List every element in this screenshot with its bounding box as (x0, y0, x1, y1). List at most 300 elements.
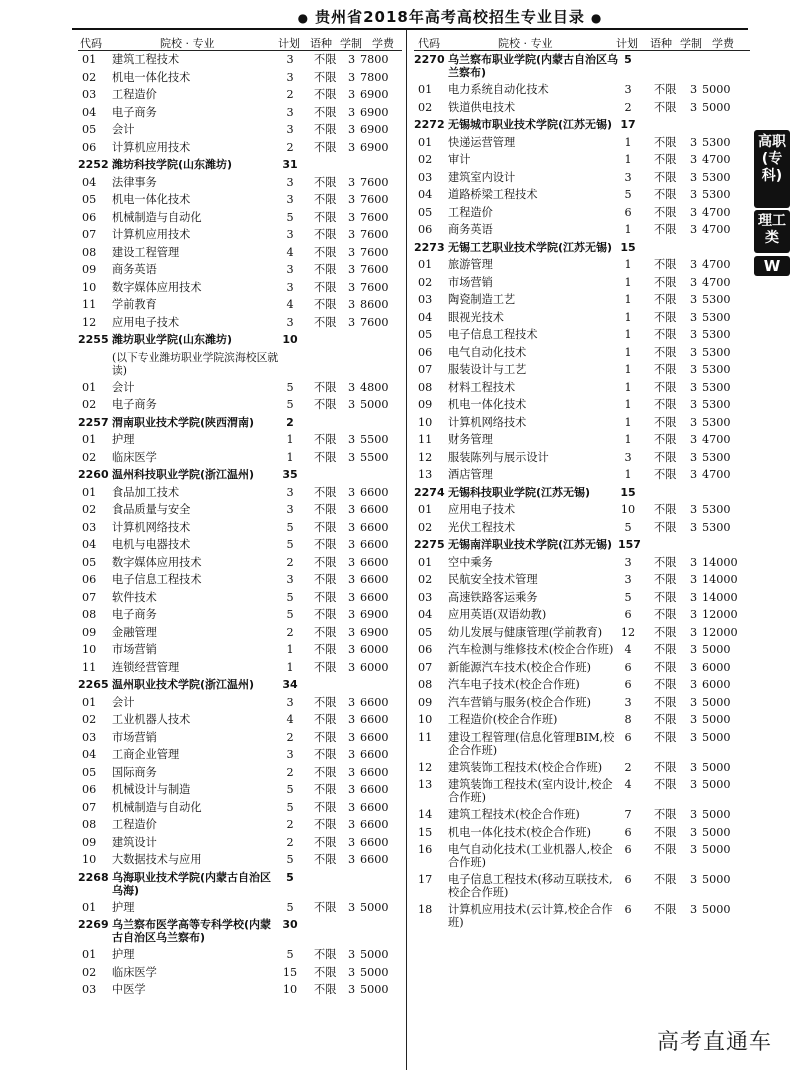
cell-plan: 3 (286, 228, 294, 241)
cell-plan: 3 (286, 485, 294, 499)
cell-code: 05 (418, 328, 433, 341)
cell-lang: 不限 (314, 765, 337, 779)
cell-name: 会计 (112, 123, 135, 136)
column-header (78, 34, 402, 51)
cell-years: 3 (348, 783, 356, 796)
cell-years: 3 (690, 100, 698, 114)
cell-plan: 2 (286, 835, 294, 849)
cell-plan: 3 (624, 555, 632, 569)
major-row (78, 379, 402, 397)
cell-plan: 5 (286, 210, 294, 224)
cell-lang: 不限 (314, 695, 337, 709)
cell-plan: 3 (286, 70, 294, 84)
cell-fee: 7600 (360, 210, 389, 224)
cell-years: 3 (348, 298, 356, 311)
right-table-body (414, 51, 750, 931)
cell-lang: 不限 (654, 328, 677, 341)
cell-plan: 1 (624, 310, 632, 324)
cell-years: 3 (690, 363, 698, 376)
cell-years: 3 (690, 625, 698, 639)
cell-fee: 6000 (360, 643, 389, 656)
cell-lang: 不限 (314, 538, 337, 551)
cell-plan: 30 (282, 918, 298, 931)
cell-code: 2273 (414, 240, 445, 254)
cell-name: 汽车检测与维修技术(校企合作班) (448, 643, 614, 656)
cell-lang: 不限 (654, 153, 677, 166)
cell-plan: 2 (286, 415, 294, 429)
cell-code: 08 (418, 678, 433, 691)
cell-plan: 2 (286, 625, 294, 639)
cell-code: 03 (82, 520, 97, 534)
page-title-text: 贵州省2018年高考高校招生专业目录 (315, 8, 585, 26)
cell-lang: 不限 (654, 843, 677, 856)
major-row (78, 729, 402, 747)
cell-code: 07 (418, 660, 433, 674)
cell-years: 3 (348, 193, 356, 206)
major-row (414, 466, 750, 484)
cell-code: 08 (82, 245, 97, 259)
cell-fee: 5000 (702, 778, 731, 791)
cell-years: 3 (690, 433, 698, 446)
cell-plan: 15 (282, 965, 298, 979)
cell-fee: 6600 (360, 765, 389, 779)
cell-plan: 5 (286, 538, 294, 551)
cell-plan: 157 (618, 538, 641, 551)
cell-name: 机电一体化技术 (112, 193, 191, 206)
major-row (78, 501, 402, 519)
cell-plan: 12 (620, 625, 636, 639)
cell-fee: 5000 (360, 965, 389, 979)
cell-years: 3 (348, 105, 356, 119)
cell-code: 02 (418, 100, 433, 114)
cell-years: 3 (348, 88, 356, 101)
header-years: 学制 (680, 37, 702, 50)
cell-years: 3 (690, 590, 698, 604)
major-row (414, 624, 750, 642)
major-row (414, 519, 750, 537)
side-tab-vocational: 高职(专科) (754, 130, 790, 208)
cell-fee: 6600 (360, 730, 389, 744)
cell-years: 3 (348, 538, 356, 551)
cell-fee: 5000 (360, 398, 389, 411)
cell-name: 连锁经营管理 (112, 660, 180, 674)
major-row (414, 571, 750, 589)
cell-plan: 6 (624, 608, 632, 621)
cell-fee: 5000 (702, 873, 731, 886)
cell-years: 3 (348, 730, 356, 744)
cell-plan: 15 (620, 240, 636, 254)
cell-plan: 1 (624, 398, 632, 411)
cell-name: 金融管理 (112, 625, 157, 639)
cell-plan: 2 (624, 760, 632, 774)
cell-plan: 5 (286, 870, 294, 884)
cell-name: 商务英语 (112, 263, 157, 276)
cell-fee: 14000 (702, 555, 738, 569)
cell-code: 01 (418, 503, 433, 516)
cell-name: 建设工程管理 (112, 245, 180, 259)
cell-name: 电子信息工程技术 (448, 328, 538, 341)
cell-code: 01 (82, 695, 97, 709)
cell-plan: 5 (624, 520, 632, 534)
cell-code: 09 (82, 835, 97, 849)
cell-name: 汽车电子技术(校企合作班) (448, 678, 580, 691)
cell-code: 05 (418, 625, 433, 639)
cell-years: 3 (690, 873, 698, 886)
cell-name: 渭南职业技术学院(陕西渭南) (112, 415, 255, 429)
cell-name: 无锡工艺职业技术学院(江苏无锡) (448, 240, 613, 254)
cell-plan: 2 (286, 765, 294, 779)
cell-code: 2260 (78, 468, 109, 481)
bullet-icon: ● (297, 11, 310, 25)
cell-plan: 6 (624, 843, 632, 856)
cell-years: 3 (690, 503, 698, 516)
cell-code: 08 (82, 608, 97, 621)
cell-lang: 不限 (314, 398, 337, 411)
cell-name: 中医学 (112, 983, 146, 996)
major-row (78, 261, 402, 279)
cell-plan: 2 (286, 88, 294, 101)
major-row (414, 676, 750, 694)
cell-code: 11 (418, 433, 433, 446)
cell-years: 3 (690, 695, 698, 709)
cell-years: 3 (348, 695, 356, 709)
cell-code: 04 (82, 175, 97, 189)
cell-plan: 1 (624, 363, 632, 376)
cell-name: 服装陈列与展示设计 (448, 450, 549, 464)
cell-name: 机械制造与自动化 (112, 800, 202, 814)
cell-plan: 4 (286, 298, 294, 311)
cell-fee: 14000 (702, 573, 738, 586)
cell-fee: 6000 (702, 678, 731, 691)
cell-lang: 不限 (654, 398, 677, 411)
cell-code: 10 (82, 643, 97, 656)
cell-years: 3 (690, 275, 698, 289)
cell-years: 3 (348, 263, 356, 276)
major-row (414, 309, 750, 327)
cell-plan: 5 (286, 900, 294, 914)
major-row (414, 641, 750, 659)
cell-plan: 3 (286, 315, 294, 329)
major-row (78, 69, 402, 87)
major-row (414, 711, 750, 729)
cell-code: 02 (418, 573, 433, 586)
cell-years: 3 (348, 608, 356, 621)
cell-plan: 1 (624, 258, 632, 271)
cell-lang: 不限 (654, 660, 677, 674)
cell-lang: 不限 (314, 818, 337, 831)
cell-code: 04 (82, 105, 97, 119)
major-row (78, 449, 402, 467)
cell-fee: 5300 (702, 363, 731, 376)
cell-code: 07 (418, 363, 433, 376)
left-column (78, 34, 402, 999)
cell-code: 03 (82, 983, 97, 996)
major-row (414, 379, 750, 397)
major-row (414, 806, 750, 824)
cell-fee: 6600 (360, 818, 389, 831)
cell-lang: 不限 (314, 123, 337, 136)
cell-years: 3 (690, 380, 698, 394)
cell-plan: 1 (624, 135, 632, 149)
cell-code: 04 (418, 188, 433, 201)
cell-fee: 6600 (360, 573, 389, 586)
header-code: 代码 (418, 37, 440, 50)
cell-code: 05 (82, 765, 97, 779)
cell-name: 机械设计与制造 (112, 783, 191, 796)
cell-fee: 5000 (702, 760, 731, 774)
cell-name: 计算机网络技术 (448, 415, 527, 429)
major-row (78, 964, 402, 982)
cell-name: 数字媒体应用技术 (112, 555, 202, 569)
major-row (414, 169, 750, 187)
cell-fee: 6600 (360, 485, 389, 499)
cell-plan: 2 (286, 140, 294, 154)
cell-years: 3 (690, 608, 698, 621)
cell-code: 02 (82, 450, 97, 464)
cell-lang: 不限 (654, 380, 677, 394)
cell-years: 3 (348, 765, 356, 779)
cell-name: 陶瓷制造工艺 (448, 293, 516, 306)
major-row (414, 729, 750, 759)
cell-code: 12 (418, 450, 433, 464)
cell-plan: 5 (286, 800, 294, 814)
major-row (78, 121, 402, 139)
cell-code: 07 (82, 228, 97, 241)
major-row (78, 641, 402, 659)
cell-years: 3 (348, 503, 356, 516)
major-row (78, 244, 402, 262)
cell-years: 3 (348, 70, 356, 84)
cell-plan: 4 (286, 713, 294, 726)
major-row (414, 606, 750, 624)
header-name: 院校 · 专业 (160, 37, 215, 50)
cell-lang: 不限 (654, 450, 677, 464)
major-row (78, 746, 402, 764)
cell-name: 铁道供电技术 (448, 100, 516, 114)
cell-code: 01 (82, 433, 97, 446)
page-title (180, 6, 720, 27)
cell-years: 3 (690, 520, 698, 534)
cell-fee: 6000 (360, 660, 389, 674)
cell-fee: 5000 (702, 808, 731, 821)
cell-years: 3 (690, 188, 698, 201)
cell-plan: 6 (624, 825, 632, 839)
cell-years: 3 (690, 730, 698, 744)
cell-code: 02 (82, 398, 97, 411)
cell-name: 光伏工程技术 (448, 520, 516, 534)
cell-fee: 6600 (360, 835, 389, 849)
cell-name: 无锡科技职业学院(江苏无锡) (448, 485, 591, 499)
cell-name: 建筑工程技术(校企合作班) (448, 808, 580, 821)
cell-code: 11 (82, 298, 97, 311)
cell-plan: 3 (286, 503, 294, 516)
cell-years: 3 (690, 83, 698, 96)
cell-code: 08 (82, 818, 97, 831)
cell-lang: 不限 (654, 678, 677, 691)
major-row (78, 209, 402, 227)
cell-plan: 1 (286, 660, 294, 674)
cell-plan: 5 (624, 188, 632, 201)
cell-code: 14 (418, 808, 433, 821)
cell-years: 3 (690, 258, 698, 271)
cell-name: 工程造价 (112, 818, 157, 831)
cell-name: 护理 (112, 948, 135, 961)
cell-code: 06 (82, 783, 97, 796)
major-row (78, 279, 402, 297)
cell-lang: 不限 (654, 170, 677, 184)
institution-row (414, 484, 750, 502)
major-row (78, 851, 402, 869)
cell-code: 03 (418, 170, 433, 184)
cell-fee: 7600 (360, 228, 389, 241)
cell-fee: 5300 (702, 135, 731, 149)
cell-name: 乌兰察布职业学院(内蒙古自治区乌兰察布) (448, 53, 619, 79)
cell-years: 3 (348, 983, 356, 996)
major-row (414, 274, 750, 292)
cell-name: 市场营销 (112, 730, 157, 744)
column-divider (406, 30, 407, 1070)
institution-row (414, 51, 750, 81)
cell-plan: 6 (624, 660, 632, 674)
cell-name: 无锡城市职业技术学院(江苏无锡) (448, 118, 613, 131)
institution-row (78, 676, 402, 694)
cell-plan: 5 (286, 783, 294, 796)
cell-name: 护理 (112, 900, 135, 914)
cell-plan: 1 (624, 380, 632, 394)
cell-name: 电子商务 (112, 608, 157, 621)
cell-name: 机电一体化技术 (448, 398, 527, 411)
cell-years: 3 (690, 223, 698, 236)
major-row (78, 174, 402, 192)
major-row (414, 256, 750, 274)
cell-lang: 不限 (654, 100, 677, 114)
cell-lang: 不限 (654, 275, 677, 289)
cell-fee: 5300 (702, 345, 731, 359)
cell-years: 3 (348, 900, 356, 914)
cell-years: 3 (690, 903, 698, 916)
cell-lang: 不限 (654, 433, 677, 446)
major-row (78, 139, 402, 157)
header-plan: 计划 (616, 37, 638, 50)
major-row (414, 326, 750, 344)
cell-years: 3 (690, 450, 698, 464)
cell-fee: 6600 (360, 538, 389, 551)
cell-years: 3 (690, 170, 698, 184)
major-row (78, 519, 402, 537)
major-row (78, 981, 402, 999)
cell-code: 02 (82, 713, 97, 726)
cell-plan: 1 (624, 223, 632, 236)
major-row (414, 589, 750, 607)
cell-years: 3 (690, 825, 698, 839)
cell-fee: 5300 (702, 520, 731, 534)
cell-lang: 不限 (314, 315, 337, 329)
cell-plan: 5 (286, 520, 294, 534)
cell-name: 应用英语(双语幼教) (448, 608, 547, 621)
header-fee: 学费 (712, 37, 734, 50)
cell-name: 临床医学 (112, 450, 157, 464)
cell-years: 3 (690, 135, 698, 149)
cell-plan: 5 (286, 398, 294, 411)
cell-lang: 不限 (314, 713, 337, 726)
cell-lang: 不限 (314, 380, 337, 394)
cell-name: 潍坊科技学院(山东潍坊) (112, 158, 233, 171)
cell-name: 计算机应用技术 (112, 228, 191, 241)
major-row (414, 694, 750, 712)
institution-row (78, 331, 402, 349)
major-row (414, 291, 750, 309)
cell-code: 09 (82, 263, 97, 276)
cell-plan: 1 (624, 345, 632, 359)
cell-plan: 34 (282, 678, 298, 691)
cell-name: 新能源汽车技术(校企合作班) (448, 660, 591, 674)
cell-fee: 6900 (360, 625, 389, 639)
title-rule (72, 28, 748, 30)
cell-plan: 6 (624, 873, 632, 886)
cell-lang: 不限 (314, 660, 337, 674)
cell-years: 3 (348, 123, 356, 136)
cell-plan: 7 (624, 808, 632, 821)
cell-name: 建筑装饰工程技术(校企合作班) (448, 760, 603, 774)
cell-lang: 不限 (314, 555, 337, 569)
cell-name: 电机与电器技术 (112, 538, 191, 551)
cell-fee: 7600 (360, 193, 389, 206)
cell-code: 2265 (78, 678, 109, 691)
cell-plan: 3 (286, 175, 294, 189)
cell-fee: 5000 (702, 843, 731, 856)
cell-plan: 1 (286, 450, 294, 464)
cell-plan: 1 (624, 153, 632, 166)
major-row (78, 764, 402, 782)
cell-name: 汽车营销与服务(校企合作班) (448, 695, 591, 709)
cell-plan: 1 (624, 433, 632, 446)
cell-plan: 6 (624, 903, 632, 916)
cell-years: 3 (348, 398, 356, 411)
cell-fee: 6600 (360, 520, 389, 534)
cell-name: 数字媒体应用技术 (112, 280, 202, 294)
cell-code: 17 (418, 873, 433, 886)
cell-fee: 6000 (702, 660, 731, 674)
cell-fee: 6600 (360, 503, 389, 516)
cell-fee: 5300 (702, 380, 731, 394)
cell-lang: 不限 (314, 983, 337, 996)
cell-name: 工商企业管理 (112, 748, 180, 761)
cell-code: 11 (82, 660, 97, 674)
major-row (78, 659, 402, 677)
cell-lang: 不限 (654, 415, 677, 429)
cell-code: 2270 (414, 53, 445, 66)
cell-lang: 不限 (654, 778, 677, 791)
major-row (78, 624, 402, 642)
major-row (78, 816, 402, 834)
cell-lang: 不限 (654, 188, 677, 201)
cell-name: 建筑工程技术 (112, 53, 180, 66)
major-row (414, 871, 750, 901)
cell-lang: 不限 (654, 695, 677, 709)
cell-name: 电力系统自动化技术 (448, 83, 549, 96)
cell-plan: 1 (286, 643, 294, 656)
cell-code: 09 (418, 695, 433, 709)
cell-code: 09 (82, 625, 97, 639)
cell-name: 建筑设计 (112, 835, 157, 849)
cell-name: 幼儿发展与健康管理(学前教育) (448, 625, 603, 639)
cell-plan: 5 (286, 948, 294, 961)
cell-years: 3 (690, 778, 698, 791)
cell-code: 02 (418, 520, 433, 534)
cell-lang: 不限 (654, 135, 677, 149)
cell-code: 03 (82, 88, 97, 101)
cell-plan: 3 (624, 695, 632, 709)
